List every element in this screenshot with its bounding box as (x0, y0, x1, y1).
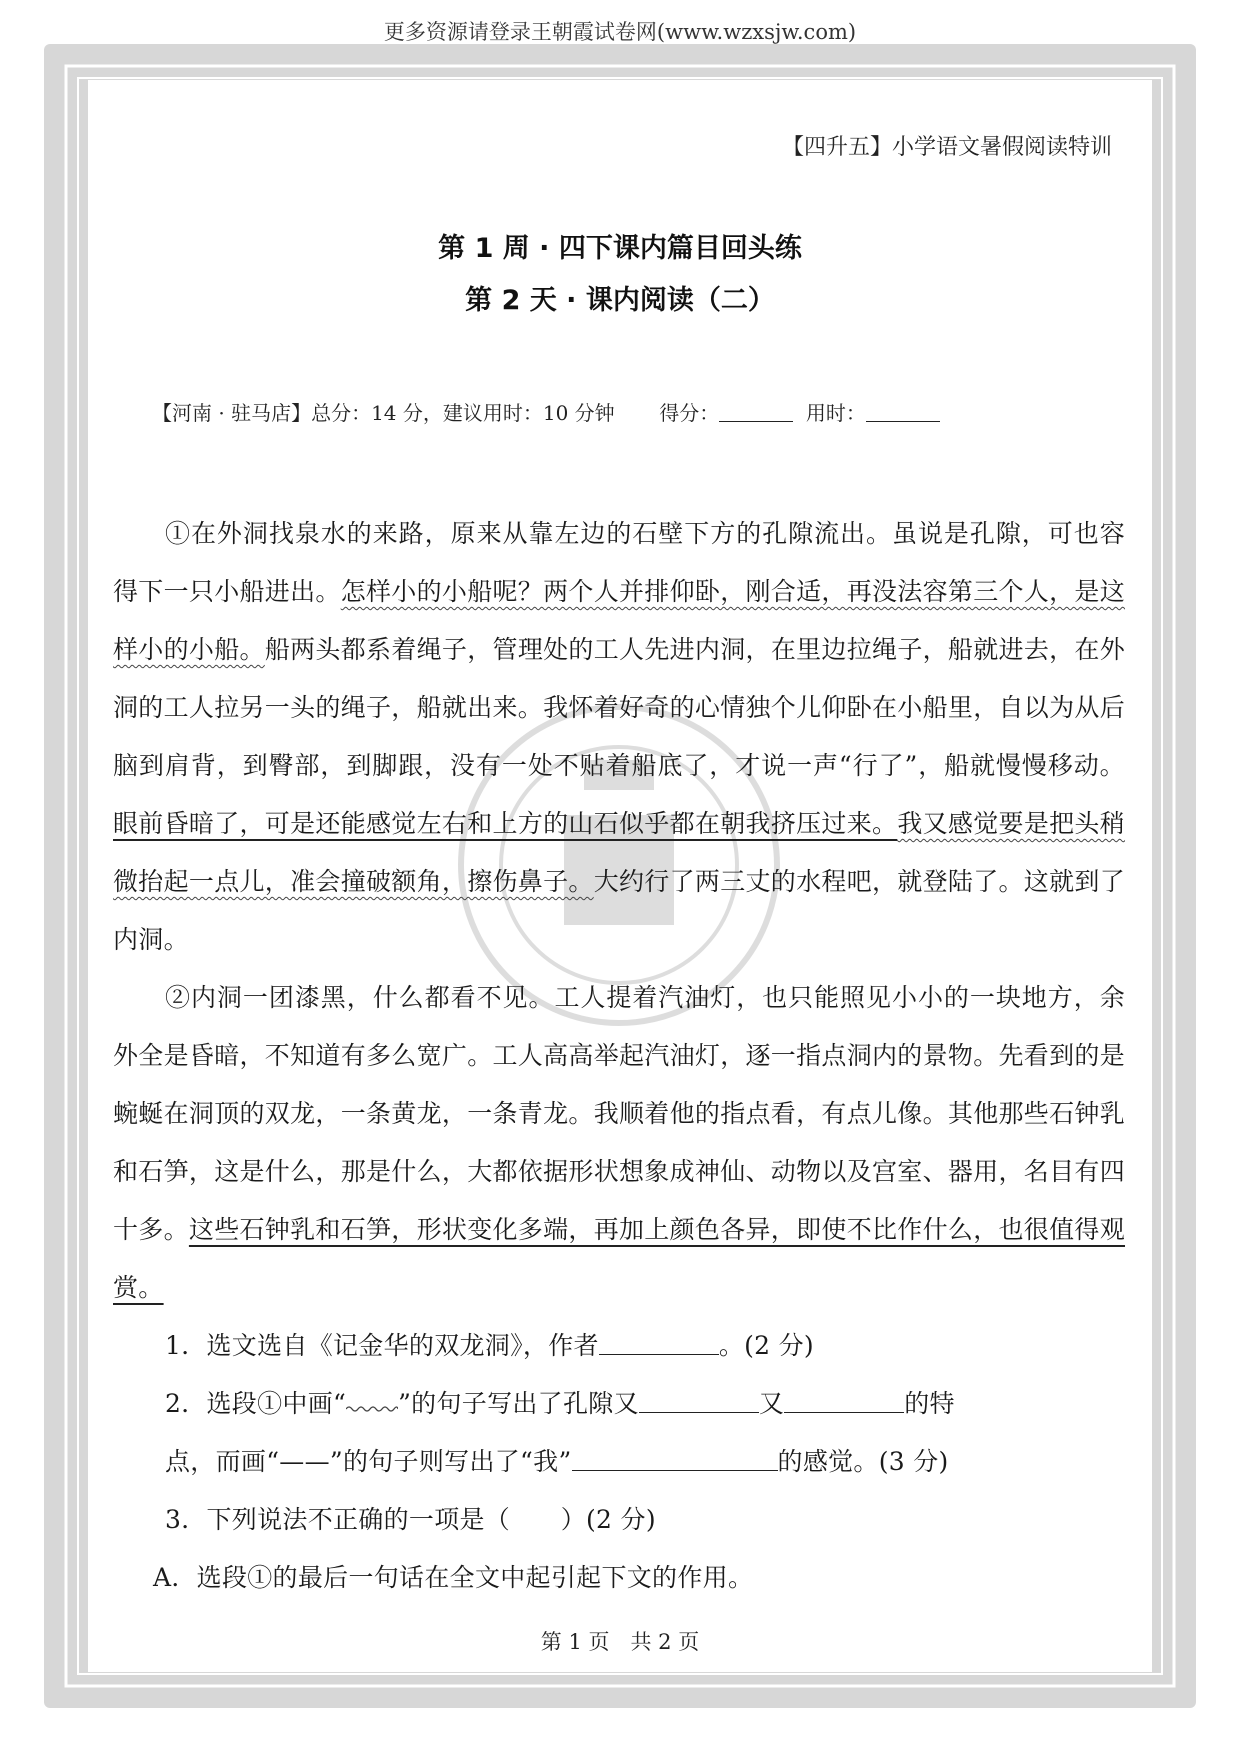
question-3: 3．下列说法不正确的一项是（ ）(2 分) (165, 1505, 656, 1534)
paragraph-1 (113, 505, 1125, 969)
question-2-cont (113, 1433, 1125, 1491)
answer-blank[interactable] (599, 1332, 719, 1355)
answer-blank[interactable] (784, 1390, 904, 1413)
question-text: 点，而画“——”的句子则写出了“我” (165, 1447, 572, 1476)
answer-blank[interactable] (572, 1448, 778, 1471)
passage (113, 505, 1125, 1607)
page-footer: 第 1 页 共 2 页 (540, 1630, 700, 1654)
time-blank[interactable] (866, 403, 940, 422)
answer-blank[interactable] (639, 1390, 759, 1413)
sentence: ①在外洞找泉水的来路，原来从靠左边的石壁下方的孔隙流出。虽说是孔隙，可也容得下一只小船进出。 (113, 519, 1125, 606)
option-a[interactable]: A．选段①的最后一句话在全文中起引起下文的作用。 (153, 1563, 754, 1592)
exam-meta (152, 397, 940, 426)
score-label: 得分： (659, 401, 720, 425)
question-text: 又 (758, 1389, 785, 1418)
question-text: 。(2 分) (718, 1331, 814, 1360)
question-text: 1．选文选自《记金华的双龙洞》，作者 (165, 1331, 599, 1360)
question-text: 的感觉。(3 分) (777, 1447, 949, 1476)
question-1 (113, 1317, 1125, 1375)
top-notice: 更多资源请登录王朝霞试卷网(www.wzxsjw.com) (383, 20, 857, 44)
underlined-sentence: 这些石钟乳和石笋，形状变化多端，再加上颜色各异，即使不比作什么，也很值得观赏。 (113, 1215, 1126, 1302)
wavy-underlined-sentence: 怎样小的小船呢？两个人并排仰卧，刚合适，再没法容第三个人，是这样小的小船。 (113, 577, 1126, 664)
sentence: 大约行了两三丈的水程吧，就登陆了。这就到了内洞。 (113, 867, 1126, 954)
wavy-underlined-sentence: 我又感觉要是把头稍微抬起一点儿，准会撞破额角，擦伤鼻子。 (113, 809, 1126, 896)
score-blank[interactable] (719, 403, 793, 422)
paragraph-2 (113, 969, 1125, 1317)
wavy-line-icon (346, 1395, 398, 1413)
page-title: 第 1 周 · 四下课内篇目回头练 (438, 233, 802, 264)
question-text: 2．选段①中画“ (165, 1389, 347, 1418)
meta-info: 【河南 · 驻马店】总分：14 分，建议用时：10 分钟 (152, 401, 615, 425)
question-text: ”的句子写出了孔隙又 (398, 1389, 639, 1418)
question-2 (113, 1375, 1125, 1433)
underlined-sentence: 眼前昏暗了，可是还能感觉左右和上方的山石似乎都在朝我挤压过来。 (113, 809, 898, 838)
header-note: 【四升五】小学语文暑假阅读特训 (781, 135, 1112, 160)
sentence: 船两头都系着绳子，管理处的工人先进内洞，在里边拉绳子，船就进去，在外洞的工人拉另一头的绳子，船就出来。我怀着好奇的心情独个儿仰卧在小船里，自以为从后脑到肩背，到臀部，到脚跟，没有一处不贴着船底了，才说一声“行了”，船就慢慢移动。 (113, 635, 1126, 780)
page-subtitle: 第 2 天 · 课内阅读（二） (465, 285, 775, 316)
time-label: 用时： (805, 401, 866, 425)
question-text: 的特 (904, 1389, 955, 1418)
sentence: ②内洞一团漆黑，什么都看不见。工人提着汽油灯，也只能照见小小的一块地方，余外全是昏暗，不知道有多么宽广。工人高高举起汽油灯，逐一指点洞内的景物。先看到的是蜿蜒在洞顶的双龙，一条黄龙，一条青龙。我顺着他的指点看，有点儿像。其他那些石钟乳和石笋，这是什么，那是什么，大都依据形状想象成神仙、动物以及宫室、器用，名目有四十多。 (113, 983, 1126, 1244)
